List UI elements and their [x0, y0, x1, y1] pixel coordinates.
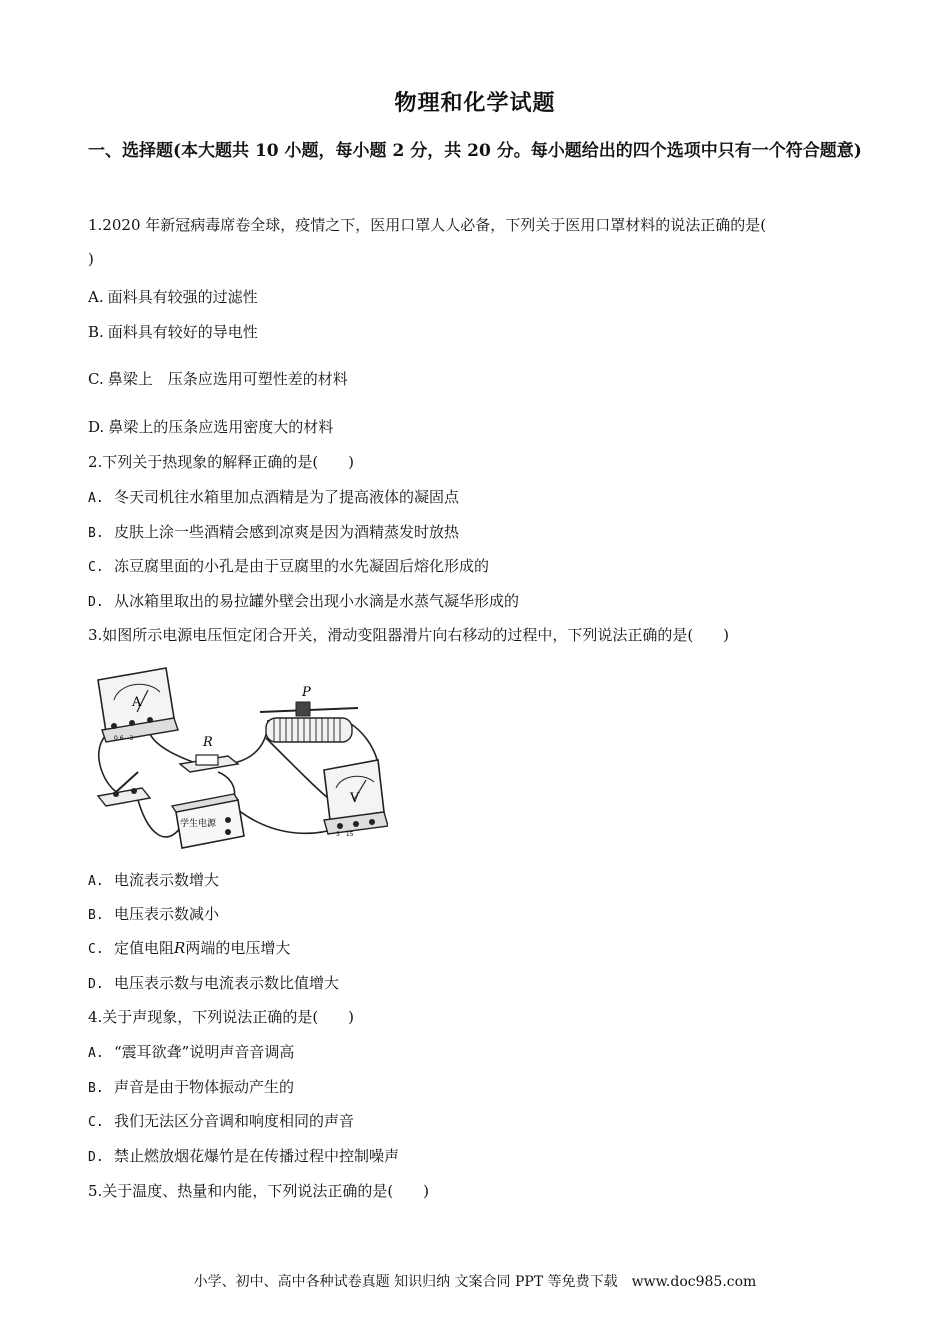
question-2-stem: 2.下列关于热现象的解释正确的是( )	[88, 453, 355, 471]
question-3-option-b	[88, 903, 219, 924]
question-1-stem-cont: )	[88, 250, 94, 268]
question-2-option-d	[88, 590, 519, 611]
wire	[266, 738, 328, 798]
ammeter-icon	[98, 668, 178, 742]
option-text: 从冰箱里取出的易拉罐外壁会出现小水滴是水蒸气凝华形成的	[114, 592, 520, 610]
option-text: 面料具有较强的过滤性	[107, 288, 258, 306]
voltmeter-label: V	[350, 791, 360, 806]
question-4-stem: 4.关于声现象，下列说法正确的是( )	[88, 1008, 355, 1026]
option-label: B.	[88, 908, 104, 923]
ammeter-label: A	[132, 695, 142, 710]
question-3-stem: 3.如图所示电源电压恒定闭合开关，滑动变阻器滑片向右移动的过程中，下列说法正确的是( )	[88, 626, 730, 644]
option-text: 声音是由于物体振动产生的	[114, 1078, 295, 1096]
option-text: “震耳欲聋”说明声音音调高	[114, 1043, 295, 1061]
question-4-option-a	[88, 1041, 294, 1062]
option-label: B.	[88, 1081, 104, 1096]
option-text: 电流表示数增大	[114, 871, 220, 889]
wire	[238, 810, 338, 833]
page-title: 物理和化学试题	[394, 90, 556, 116]
option-text-post: 两端的电压增大	[185, 939, 291, 957]
voltmeter-terminals: 3 15	[336, 831, 354, 838]
page-footer: 小学、初中、高中各种试卷真题 知识归纳 文案合同 PPT 等免费下载 www.doc985.com	[193, 1274, 757, 1290]
section-heading: 一、选择题(本大题共 10 小题，每小题 2 分，共 20 分。每小题给出的四个选项中只有一个符合题意)	[88, 141, 862, 161]
option-label: B.	[88, 526, 104, 541]
option-label: D.	[88, 418, 105, 436]
power-supply-label: 学生电源	[180, 819, 217, 829]
question-3-option-a	[88, 869, 219, 890]
option-text: 禁止燃放烟花爆竹是在传播过程中控制噪声	[114, 1147, 400, 1165]
question-1-option-c	[88, 368, 348, 389]
resistor-label: R	[203, 735, 213, 750]
question-1-stem: 1.2020 年新冠病毒席卷全球，疫情之下，医用口罩人人必备，下列关于医用口罩材料的说法正确的是(	[88, 216, 767, 234]
option-label: B.	[88, 323, 104, 341]
option-label: C.	[88, 370, 104, 388]
option-text: 鼻梁上的压条应选用密度大的材料	[108, 418, 334, 436]
question-4-option-c	[88, 1110, 354, 1131]
switch-icon	[98, 772, 150, 806]
option-label: A.	[88, 491, 104, 506]
option-label: A.	[88, 288, 104, 306]
option-text: 皮肤上涂一些酒精会感到凉爽是因为酒精蒸发时放热	[114, 523, 460, 541]
question-3-option-c	[88, 937, 290, 958]
option-label: A.	[88, 874, 104, 889]
wire	[99, 735, 118, 792]
question-2-option-c	[88, 555, 489, 576]
question-1-option-a	[88, 286, 258, 307]
question-2-option-b	[88, 521, 459, 542]
option-label: C.	[88, 942, 104, 957]
option-text: 鼻梁上 压条应选用可塑性差的材料	[107, 370, 348, 388]
slider-label: P	[302, 685, 311, 700]
resistor-icon	[180, 735, 238, 772]
question-3-option-d	[88, 972, 339, 993]
option-text: 冻豆腐里面的小孔是由于豆腐里的水先凝固后熔化形成的	[114, 557, 490, 575]
option-text: 冬天司机往水箱里加点酒精是为了提高液体的凝固点	[114, 488, 460, 506]
option-text: 面料具有较好的导电性	[107, 323, 258, 341]
ammeter-terminals: 0.6 3	[114, 735, 134, 742]
option-text: 电压表示数与电流表示数比值增大	[114, 974, 340, 992]
option-label: C.	[88, 1115, 104, 1130]
question-1-option-d	[88, 416, 333, 437]
option-text: 我们无法区分音调和响度相同的声音	[114, 1112, 355, 1130]
option-label: D.	[88, 977, 104, 992]
question-4-option-b	[88, 1076, 294, 1097]
question-1-option-b	[88, 321, 258, 342]
circuit-figure	[88, 660, 388, 855]
voltmeter-icon	[324, 760, 388, 838]
option-text-pre: 定值电阻	[114, 939, 175, 957]
rheostat-icon	[260, 685, 358, 742]
question-5-stem: 5.关于温度、热量和内能，下列说法正确的是( )	[88, 1182, 430, 1200]
option-label: D.	[88, 1150, 104, 1165]
option-text: 电压表示数减小	[114, 905, 220, 923]
wire	[228, 720, 268, 764]
question-2-option-a	[88, 486, 459, 507]
option-label: D.	[88, 595, 104, 610]
question-4-option-d	[88, 1145, 399, 1166]
option-variable: R	[174, 939, 186, 957]
power-supply-icon	[172, 794, 244, 848]
wire	[150, 734, 198, 764]
option-label: A.	[88, 1046, 104, 1061]
option-label: C.	[88, 560, 104, 575]
